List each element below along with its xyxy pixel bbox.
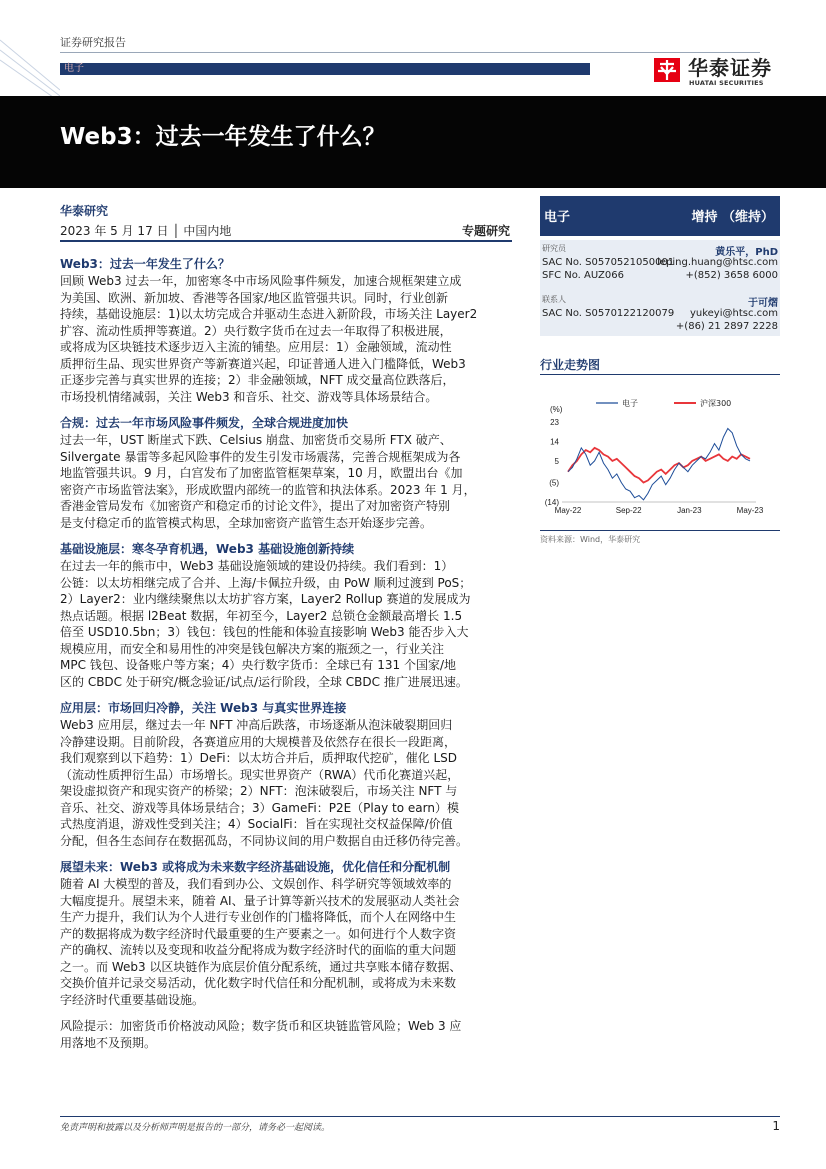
paragraph-line: 产的确权、流转以及变现和收益分配将成为数字经济时代的面临的重大问题 bbox=[60, 943, 457, 957]
footer-disclaimer: 免责声明和披露以及分析师声明是报告的一部分，请务必一起阅读。 bbox=[60, 1123, 331, 1133]
paragraph-line: 倍至 USD10.5bn；3）钱包：钱包的性能和体验直接影响 Web3 能否步入大 bbox=[60, 625, 469, 639]
analyst-1-role: 研究员 bbox=[542, 244, 566, 253]
logo-text-en: HUATAI SECURITIES bbox=[689, 79, 764, 87]
analyst-2-name: 于可熠 bbox=[748, 298, 778, 309]
logo-text-cn: 华泰证券 bbox=[688, 56, 772, 80]
paragraph-line: 热点话题。根据 l2Beat 数据，年初至今，Layer2 总锁仓金额最高增长 1.5 bbox=[60, 608, 463, 623]
paragraph-line: 回顾 Web3 过去一年，加密寒冬中市场风险事件频发，加速合规框架建立成 bbox=[60, 274, 462, 288]
section-title: 展望未来：Web3 或将成为未来数字经济基础设施，优化信任和分配机制 bbox=[60, 860, 451, 874]
title-banner bbox=[0, 96, 826, 188]
analyst-box bbox=[540, 240, 780, 336]
paragraph-line: 区的 CBDC 处于研究/概念验证/试点/运行阶段，全球 CBDC 推广进展迅速。 bbox=[60, 674, 468, 689]
x-tick-label: Jan-23 bbox=[677, 506, 702, 515]
y-tick-label: (5) bbox=[549, 478, 559, 488]
section-title: 合规：过去一年市场风险事件频发，全球合规进度加快 bbox=[60, 416, 349, 430]
paragraph-line: 持续，基础设施层：1)以太坊完成合并驱动生态进入新阶段，市场关注 Layer2 bbox=[60, 307, 478, 321]
section-gap bbox=[60, 690, 515, 700]
y-tick-label: 14 bbox=[550, 437, 559, 447]
paragraph-line: 2）Layer2：业内继续聚焦以太坊扩容方案，Layer2 Rollup 赛道的发展成为 bbox=[60, 592, 471, 606]
sector-bar-label: 电子 bbox=[64, 63, 84, 74]
rating-header bbox=[540, 196, 780, 236]
industry-trend-chart bbox=[540, 390, 780, 530]
brand-name: 华泰研究 bbox=[60, 204, 109, 218]
paragraph-line: 产的数据将成为数字经济时代最重要的生产要素之一。如何进行个人数字资 bbox=[60, 926, 457, 941]
legend-label: 沪深300 bbox=[700, 399, 732, 408]
x-tick-label: May-22 bbox=[554, 506, 582, 515]
series-line-electronics bbox=[568, 429, 750, 500]
page-number: 1 bbox=[772, 1119, 780, 1133]
paragraph-line: 音乐、社交、游戏等具体场景结合；3）GameFi：P2E（Play to earn）模 bbox=[60, 800, 459, 815]
analyst-1-phone: +(852) 3658 6000 bbox=[685, 270, 778, 281]
paragraph-line: （流动性质押衍生品）市场增长。现实世界资产（RWA）代币化赛道兴起， bbox=[60, 767, 460, 782]
date-location: 2023 年 5 月 17 日 │ 中国内地 bbox=[60, 224, 232, 238]
section-gap bbox=[60, 405, 515, 415]
series-line-csi300 bbox=[568, 448, 750, 483]
huatai-logo bbox=[652, 52, 782, 92]
y-axis-unit-label: (%) bbox=[550, 405, 563, 414]
section-gap bbox=[60, 849, 515, 859]
report-label: 证券研究报告 bbox=[60, 36, 126, 49]
huatai-logo-icon bbox=[652, 54, 682, 84]
section-title: Web3：过去一年发生了什么？ bbox=[60, 257, 230, 271]
analyst-2-phone: +(86) 21 2897 2228 bbox=[675, 321, 778, 332]
paragraph-line: 之一。而 Web3 以区块链作为底层价值分配系统，通过共享账本储存数据、 bbox=[60, 959, 462, 974]
paragraph-line: MPC 钱包、设备账户等方案；4）央行数字货币：全球已有 131 个国家/地 bbox=[60, 658, 456, 672]
analyst-2-row-1 bbox=[542, 294, 778, 307]
paragraph-line: 密资产市场监管法案》，形成欧盟内部统一的监管和执法体系。2023 年 1 月， bbox=[60, 482, 476, 497]
analyst-1-name: 黄乐平，PhD bbox=[715, 247, 778, 258]
report-type: 专题研究 bbox=[461, 224, 510, 238]
footer-rule bbox=[60, 1116, 780, 1117]
section-gap bbox=[60, 531, 515, 541]
analyst-2-role: 联系人 bbox=[542, 295, 566, 304]
paragraph-line: 或将成为区块链技术逐步迈入主流的铺垫。应用层：1）金融领域，流动性 bbox=[60, 340, 452, 354]
analyst-2-row-3 bbox=[542, 321, 778, 334]
y-tick-label: 5 bbox=[554, 456, 559, 466]
paragraph-line: 过去一年，UST 断崖式下跌、Celsius 崩盘、加密货币交易所 FTX 破产、 bbox=[60, 433, 452, 447]
paragraph-line: 地监管强共识。9 月，白宫发布了加密监管框架草案，10 月，欧盟出台《加 bbox=[60, 466, 463, 480]
y-tick-label: 23 bbox=[550, 418, 559, 427]
analyst-2-row-2 bbox=[542, 308, 778, 321]
section-title: 应用层：市场回归冷静，关注 Web3 与真实世界连接 bbox=[60, 701, 347, 715]
analyst-1-row-2 bbox=[542, 257, 778, 270]
legend-label: 电子 bbox=[622, 399, 638, 408]
x-tick-label: May-23 bbox=[736, 506, 764, 515]
section-title: 基础设施层：寒冬孕育机遇，Web3 基础设施创新持续 bbox=[60, 542, 355, 556]
paragraph-line: 生产力提升，我们认为个人进行专业创作的门槛将降低，而个人在网络中生 bbox=[60, 910, 457, 924]
page-title: Web3：过去一年发生了什么？ bbox=[60, 124, 386, 150]
analyst-1-row-3 bbox=[542, 270, 778, 283]
paragraph-line: 是支付稳定币的监管模式构思，全球加密资产监管生态开始逐步完善。 bbox=[60, 515, 433, 530]
paragraph-line: Silvergate 暴雷等多起风险事件的发生引发市场震荡，完善合规框架成为各 bbox=[60, 449, 461, 464]
paragraph-line: 交换价值并记录交易活动，优化数字时代信任和分配机制，或将成为未来数 bbox=[60, 976, 457, 990]
paragraph-line: 风险提示：加密货币价格波动风险；数字货币和区块链监管风险；Web 3 应 bbox=[60, 1019, 462, 1033]
paragraph-line: 我们观察到以下趋势：1）DeFi：以太坊合并后，质押取代挖矿，催化 LSD bbox=[60, 751, 457, 765]
paragraph-line: 香港金管局发布《加密资产和稳定币的讨论文件》，提出了对加密资产特别 bbox=[60, 499, 451, 513]
analyst-2-email[interactable]: yukeyi@htsc.com bbox=[689, 308, 778, 319]
paragraph-line: 分配，但各生态间存在数据孤岛，不同协议间的用户数据自由迁移仍待完善。 bbox=[60, 833, 469, 848]
trend-chart-title: 行业走势图 bbox=[540, 358, 601, 372]
paragraph-line: Web3 应用层，继过去一年 NFT 冲高后跌落，市场逐渐从泡沫破裂期回归 bbox=[60, 718, 453, 732]
rating-sector: 电子 bbox=[544, 210, 571, 225]
analyst-1-row-1 bbox=[542, 243, 778, 256]
paragraph-line: 质押衍生品、现实世界资产等新赛道兴起，印证普通人进入门槛降低，Web3 bbox=[60, 356, 466, 371]
paragraph-line: 在过去一年的熊市中，Web3 基础设施领域的建设仍持续。我们看到：1） bbox=[60, 559, 454, 573]
sector-bar bbox=[60, 63, 590, 75]
chart-source: 资料来源：Wind，华泰研究 bbox=[540, 535, 641, 544]
paragraph-line: 公链：以太坊相继完成了合并、上海/卡佩拉升级，由 PoW 顺利过渡到 PoS； bbox=[60, 575, 472, 590]
x-tick-label: Sep-22 bbox=[615, 506, 642, 515]
date-rule bbox=[60, 240, 512, 242]
paragraph-line: 字经济时代重要基础设施。 bbox=[60, 992, 205, 1007]
paragraph-line: 市场投机情绪减弱，关注 Web3 和音乐、社交、游戏等具体场景结合。 bbox=[60, 389, 438, 404]
analyst-2-sac: SAC No. S0570122120079 bbox=[542, 308, 675, 319]
paragraph-line: 随着 AI 大模型的普及，我们看到办公、文娱创作、科学研究等领域效率的 bbox=[60, 877, 452, 891]
paragraph-line: 扩容、流动性质押等赛道。2）央行数字货币在过去一年取得了积极进展， bbox=[60, 323, 452, 338]
source-rule bbox=[540, 530, 780, 531]
paragraph-line: 正逐步完善与真实世界的连接；2）非金融领域，NFT 成交量高位跌落后， bbox=[60, 373, 455, 387]
analyst-1-email[interactable]: leping.huang@htsc.com bbox=[657, 257, 778, 268]
analyst-1-sac: SAC No. S0570521050001 bbox=[542, 257, 675, 268]
paragraph-line: 架设虚拟资产和现实资产的桥梁；2）NFT：泡沫破裂后，市场关注 NFT 与 bbox=[60, 784, 458, 798]
paragraph-line: 大幅度提升。展望未来，随着 AI、量子计算等新兴技术的发展驱动人类社会 bbox=[60, 893, 460, 908]
y-tick-label: (14) bbox=[544, 498, 559, 507]
main-content bbox=[60, 256, 515, 1051]
paragraph-line: 规模应用，而安全和易用性的冲突是钱包解决方案的瓶颈之一，行业关注 bbox=[60, 641, 445, 656]
analyst-1-sfc: SFC No. AUZ066 bbox=[542, 270, 624, 281]
paragraph-line: 式热度消退，游戏性受到关注；4）SocialFi：旨在实现社交权益保障/价值 bbox=[60, 817, 453, 831]
section-gap bbox=[60, 1008, 515, 1018]
rating-value: 增持 （维持） bbox=[691, 210, 774, 225]
trend-rule bbox=[540, 374, 780, 375]
paragraph-line: 冷静建设期。目前阶段，各赛道应用的大规模普及依然存在很长一段距离， bbox=[60, 734, 457, 749]
paragraph-line: 为美国、欧洲、新加坡、香港等各国家/地区监管强共识。同时，行业创新 bbox=[60, 290, 449, 305]
paragraph-line: 用落地不及预期。 bbox=[60, 1035, 157, 1050]
